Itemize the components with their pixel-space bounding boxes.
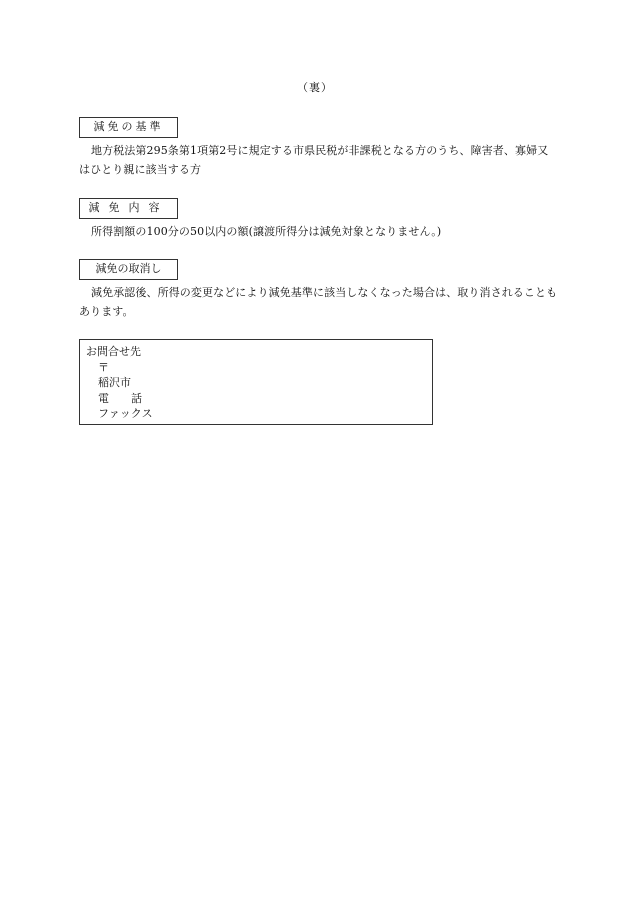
section-body-criteria: 地方税法第295条第1項第2号に規定する市県民税が非課税となる方のうち、障害者、寡婦又はひとり親に該当する方 xyxy=(79,144,549,176)
contact-box xyxy=(79,339,433,425)
section-heading-criteria: 減免の基準 xyxy=(79,117,178,138)
contact-phone-label: 電 話 xyxy=(98,391,142,405)
page-side-label: （裏） xyxy=(297,81,333,94)
contact-city: 稲沢市 xyxy=(98,376,131,389)
section-body-content: 所得割額の100分の50以内の額(譲渡所得分は減免対象となりません。) xyxy=(91,225,442,238)
contact-postal-mark: 〒 xyxy=(98,360,109,374)
section-body-cancellation: 減免承認後、所得の変更などにより減免基準に該当しなくなった場合は、取り消されることもあります。 xyxy=(79,286,558,318)
contact-fax-label: ファックス xyxy=(98,407,153,420)
section-heading-cancellation: 減免の取消し xyxy=(79,259,178,280)
contact-title: お問合せ先 xyxy=(86,345,141,358)
section-heading-content: 減免内容 xyxy=(79,198,178,219)
